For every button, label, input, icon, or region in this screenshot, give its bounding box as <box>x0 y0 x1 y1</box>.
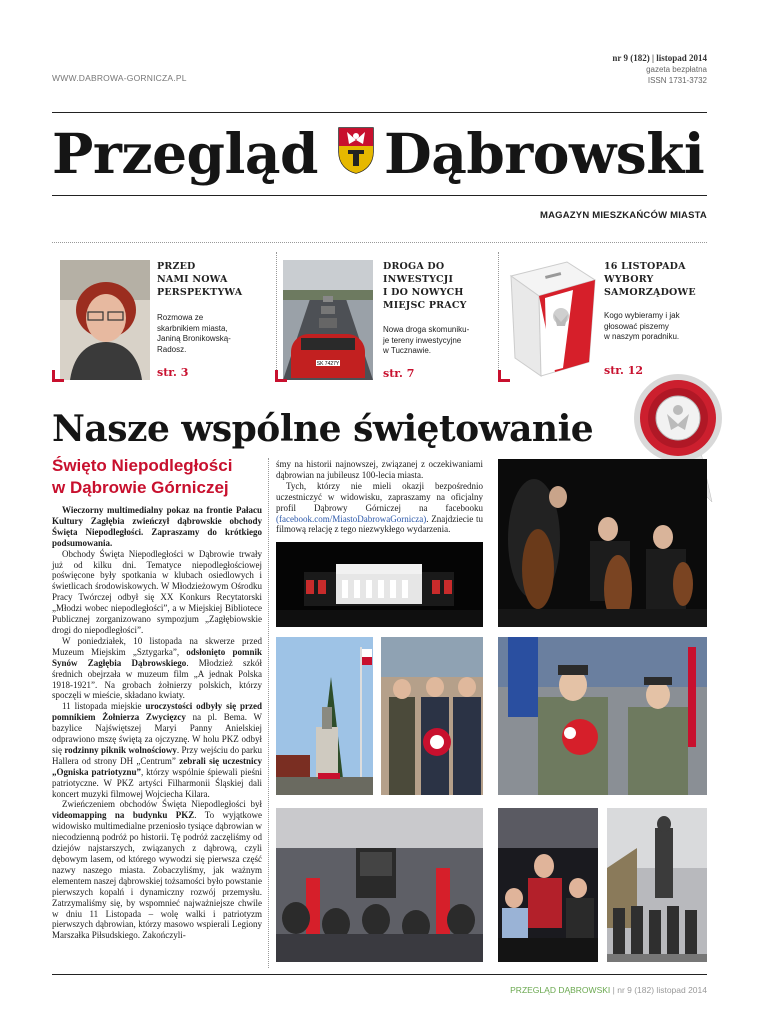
city-coat-of-arms-icon <box>337 126 375 174</box>
photo-children-audience[interactable] <box>498 808 598 962</box>
teaser-2-heading[interactable]: DROGA DO INWESTYCJI I DO NOWYCH MIEJSC PRACY <box>383 261 467 311</box>
teaser-top-dotted-rule <box>52 242 707 243</box>
magazine-tagline: MAGAZYN MIESZKAŃCÓW MIASTA <box>539 210 707 221</box>
article-paragraph-5: śmy na historii najnowszej, związanej z oczekiwaniami dąbrowian na jubileusz 100-lecia miasta. <box>276 459 483 480</box>
teaser-photo-treasurer[interactable] <box>60 260 150 380</box>
teaser-ballot-box-image[interactable] <box>505 258 597 380</box>
teaser-photo-road[interactable] <box>283 260 373 380</box>
teaser-divider-1 <box>276 252 277 382</box>
article-paragraph-4: Zwieńczeniem obchodów Święta Niepodległości był videomapping na budynku PKZ. To wyjątkowe widowisko multimedialne przeniosło tysiące dąbrowian w niecodzienną podróż po historii. Tę podróż zaczęliśmy od dziejów najstarszych, związanych z dąbrową, czyli dębowym lasem, od którego wywodzi się pierwsza część nazwy naszego miasta. Zobaczyliśmy, jak ważnym elementem naszej dąbrowskiej tożsamości było powstanie pierwszych kopalń i dynamiczny rozwój przemysłu. Zatrzymaliśmy się, by wspomnieć najważniejsze chwile w dniu 11 Listopada – wolę walki i patriotyzm pierwszych dąbrowian, którzy masowo wspierali Legiony Marszałka Piłsudskiego. Zakończyli- <box>52 799 262 941</box>
photo-monument-flag[interactable] <box>276 637 373 795</box>
masthead-title-left: Przegląd <box>52 121 319 186</box>
license-plate: SK 7427Y <box>316 361 340 367</box>
article-paragraph-3: 11 listopada miejskie uroczystości odbyły się przed pomnikiem Żołnierza Zwycięzcy na pl. Bema. W bazylice Najświętszej Maryi Panny Anielskiej odprawiono mszę świętą za ojczyznę. W holu PKZ odbył się rodzinny piknik wolnościowy. Przy wejściu do parku Hallera od strony DH „Centrum” zebrali się uczestnicy „Ogniska patriotyznu”, którzy wspólnie śpiewali pieśni patriotyczne. W PKZ artyści Filharmonii Śląskiej dali koncert muzyki filmowej Wojciecha Kilara. <box>52 701 263 799</box>
article-column-1 <box>52 505 262 941</box>
footer-brand: PRZEGLĄD DĄBROWSKI <box>510 985 611 995</box>
article-subtitle: Święto Niepodległości w Dąbrowie Górniczej <box>52 456 233 497</box>
masthead-top-rule <box>52 112 707 113</box>
column-divider <box>268 458 269 968</box>
issue-number: nr 9 (182) | listopad 2014 <box>612 53 707 63</box>
photo-veterans-wreath[interactable] <box>381 637 483 795</box>
footer-rule <box>52 974 707 975</box>
article-paragraph-1: Obchody Święta Niepodległości w Dąbrowie trwały już od kilku dni. Tematyce niepodległościowej poświęcone były spotkania w klubach osiedlowych i świetlicach środowiskowych. W Młodzieżowym Ośrodku Pracy Twórczej odbył się XX Konkurs Recytatorski „Młodzi wobec niepodległości”, a w Miejskiej Bibliotece Publicznej zorganizowano sympozjum „Zagłębiowskie drogi do niepodległości”. <box>52 548 262 635</box>
photo-crowd-plaque[interactable] <box>276 808 483 962</box>
photo-palace-videomapping[interactable] <box>276 542 483 627</box>
teaser-3-page-link[interactable]: str. 12 <box>604 364 644 377</box>
photo-statue-ceremony[interactable] <box>607 808 707 962</box>
masthead-bottom-rule <box>52 195 707 196</box>
article-paragraph-6: Tych, którzy nie mieli okazji bezpośrednio uczestniczyć w widowisku, zapraszamy na oficjalny profil Dąbrowy Górniczej na facebooku (facebook.com/MiastoDabrowaGornicza). Znajdziecie tu filmową relację z tego niezwykłego wydarzenia. <box>276 480 483 535</box>
page-footer <box>510 985 707 995</box>
photo-orchestra-concert[interactable] <box>498 459 707 627</box>
article-column-2 <box>276 459 483 535</box>
facebook-link[interactable]: (facebook.com/MiastoDabrowaGornicza) <box>276 513 427 524</box>
teaser-1-text: Rozmowa ze skarbnikiem miasta, Janiną Bronikowską- Radosz. <box>157 313 231 354</box>
teaser-1-page-link[interactable]: str. 3 <box>157 366 189 379</box>
teaser-2-page-link[interactable]: str. 7 <box>383 367 415 380</box>
teaser-divider-2 <box>498 252 499 382</box>
teaser-1-heading[interactable]: PRZED NAMI NOWA PERSPEKTYWA <box>157 261 243 298</box>
issue-info <box>612 53 707 86</box>
teaser-2-corner-mark <box>275 370 287 382</box>
article-lead: Wieczorny multimedialny pokaz na frontie Pałacu Kultury Zagłębia zwieńczył dąbrowskie obchody Święta Niepodległości. Zapraszamy do krótkiego podsumowania. <box>52 505 262 548</box>
teaser-3-heading[interactable]: 16 LISTOPADA WYBORY SAMORZĄDOWE <box>604 261 696 298</box>
teaser-2-text: Nowa droga skomuniku- je tereny inwestycyjne w Tucznawie. <box>383 325 470 355</box>
teaser-3-text: Kogo wybieramy i jak głosować piszemy w naszym poradniku. <box>604 311 680 341</box>
photo-scouts-flowers[interactable] <box>498 637 707 795</box>
footer-issue: | nr 9 (182) listopad 2014 <box>610 985 707 995</box>
teaser-3-corner-mark <box>498 370 510 382</box>
article-paragraph-2: W poniedziałek, 10 listopada na skwerze przed Muzeum Miejskim „Sztygarka”, odsłonięto pomnik Synów Zagłębia Dąbrowskiego. Młodzież szkół średnich obejrzała w muzeum film „A jednak Polska 1918-1921”. Na grobach żołnierzy polskich, którzy spoczęli w mieście, składano kwiaty. <box>52 635 262 701</box>
article-title: Nasze wspólne świętowanie <box>52 408 594 450</box>
teaser-1-corner-mark <box>52 370 64 382</box>
masthead-title-right: Dąbrowski <box>384 121 705 186</box>
website-url[interactable]: WWW.DABROWA-GORNICZA.PL <box>52 73 187 83</box>
issn-label: ISSN 1731-3732 <box>647 76 707 85</box>
free-paper-label: gazeta bezpłatna <box>646 65 707 74</box>
